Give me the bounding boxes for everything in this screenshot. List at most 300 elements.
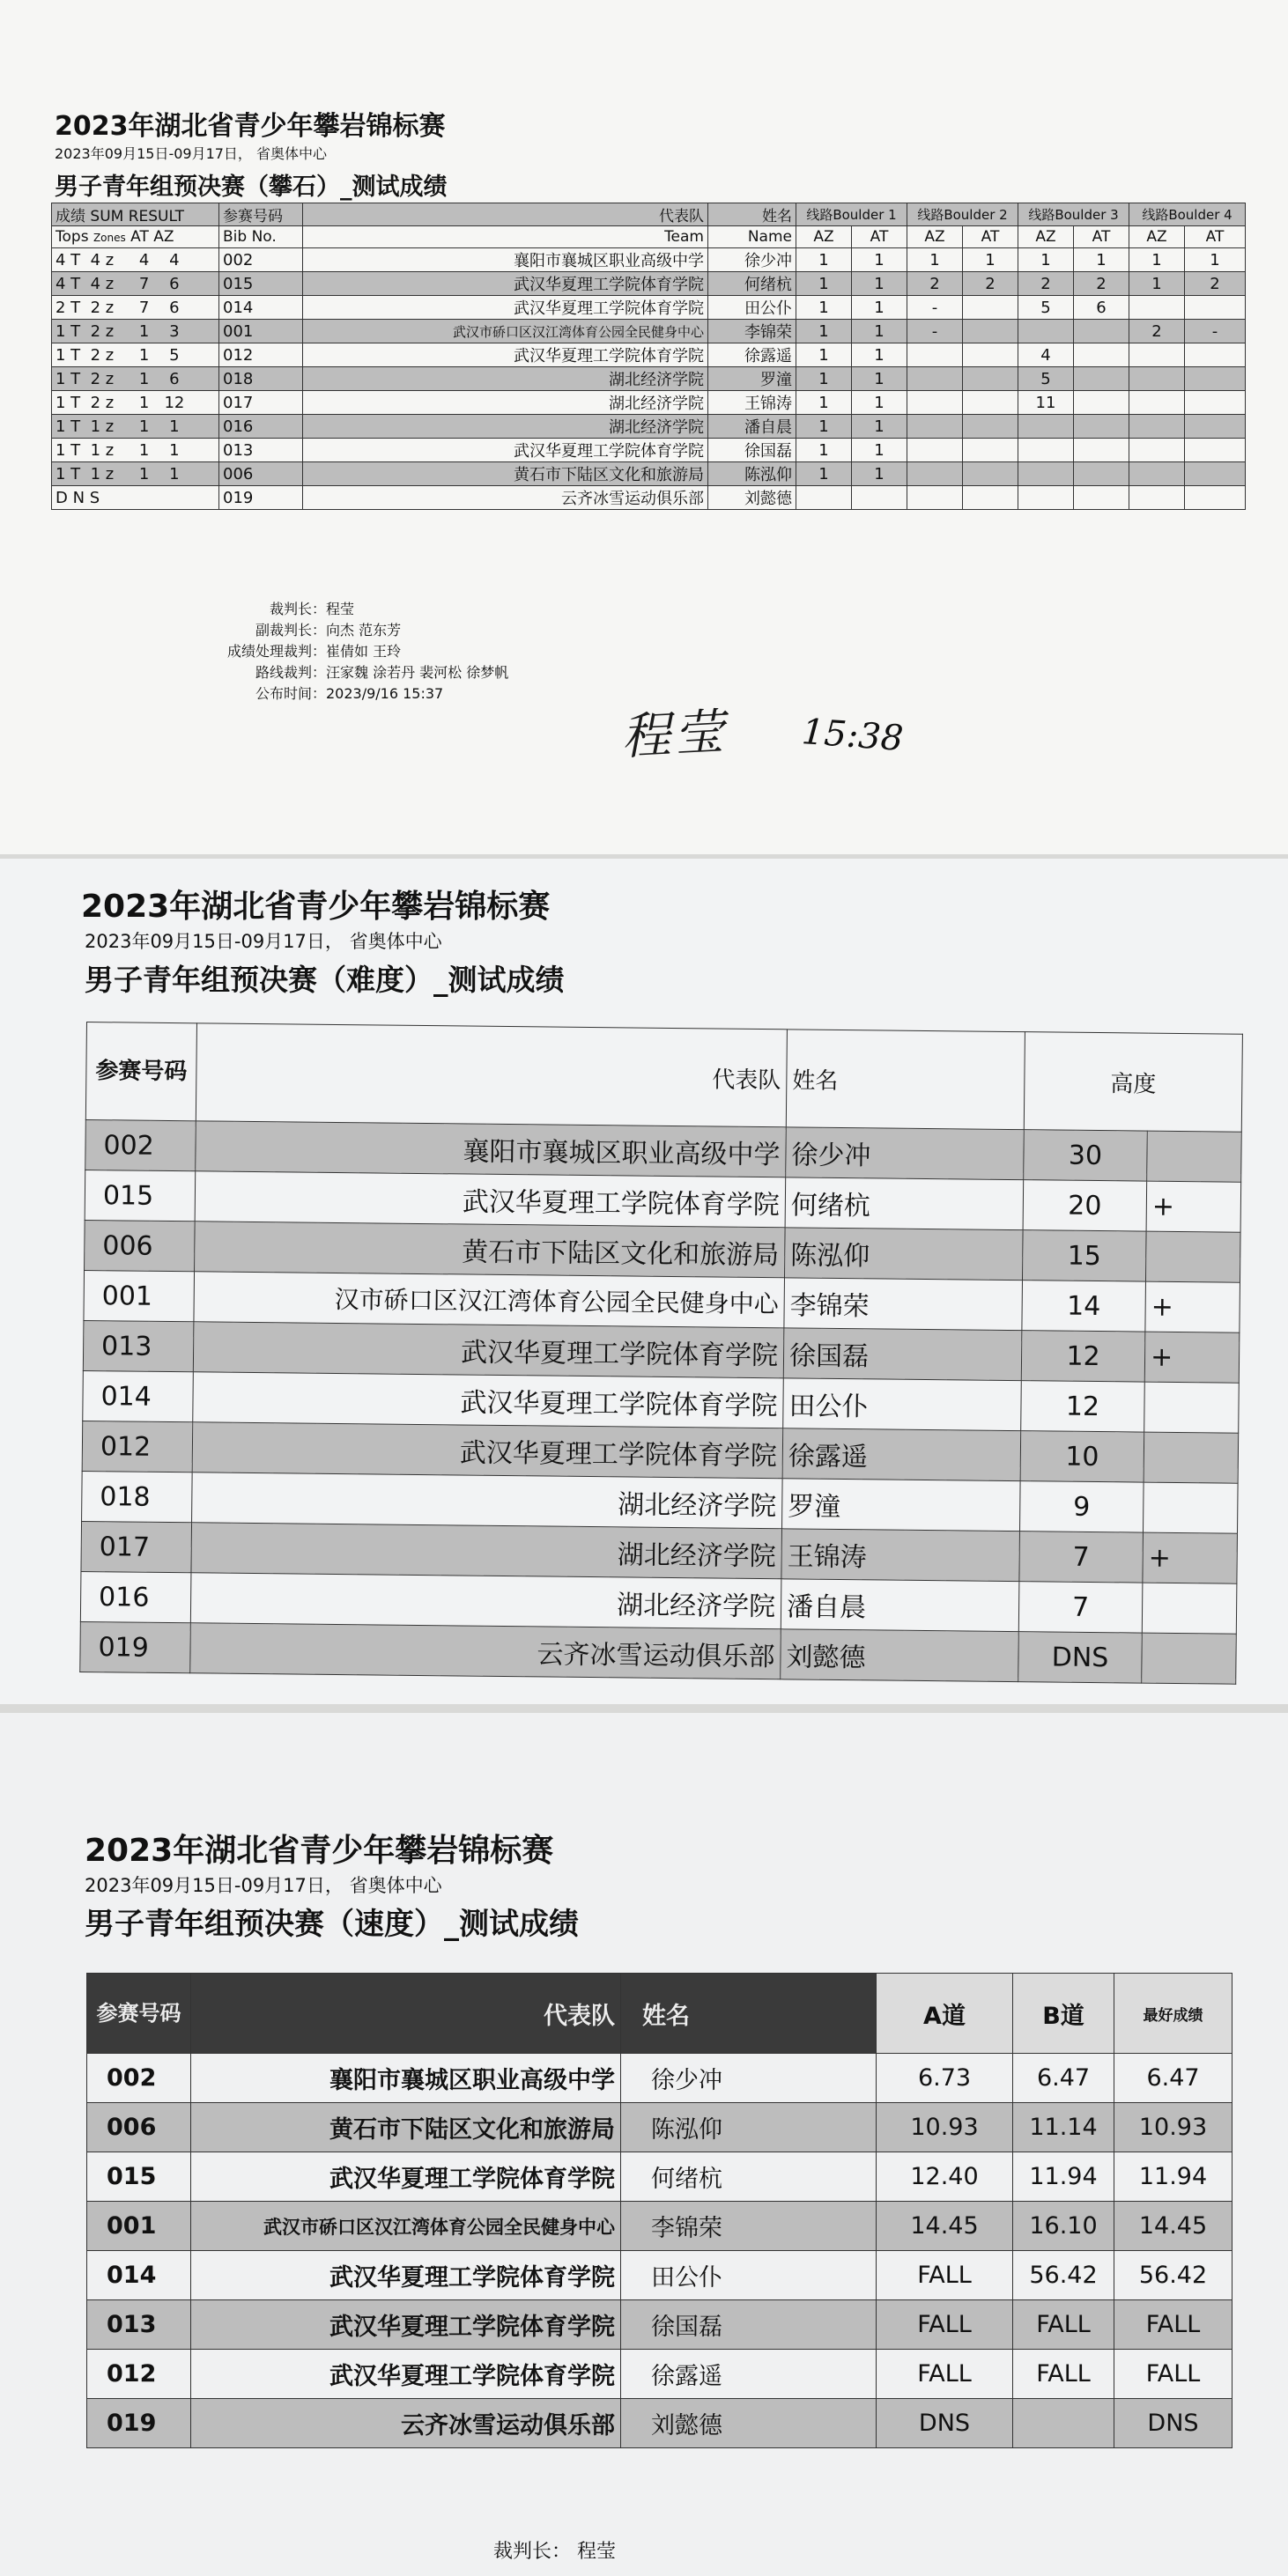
height-cell: DNS (1018, 1632, 1143, 1683)
boulder-score-cell: 1 (796, 415, 852, 439)
official-label: 路线裁判： (255, 664, 326, 681)
boulder-score-cell (796, 486, 852, 510)
table-row (87, 2251, 1232, 2300)
b4-az-header: AZ (1129, 226, 1185, 248)
official-row (123, 599, 508, 620)
a-lane-cell: FALL (877, 2251, 1013, 2300)
bib-cell: 013 (83, 1320, 194, 1371)
official-label: 副裁判长： (255, 622, 326, 638)
col-bib-header: 参赛号码 (85, 1022, 196, 1121)
boulder-score-cell (963, 462, 1018, 486)
team-cell: 武汉华夏理工学院体育学院 (192, 1422, 783, 1479)
bib-cell: 002 (87, 2054, 191, 2103)
tops-label: Tops (56, 228, 89, 246)
b2-az-header: AZ (907, 226, 963, 248)
table-row (87, 2202, 1232, 2251)
b-lane-cell: 11.94 (1013, 2152, 1114, 2202)
b-lane-cell: 16.10 (1013, 2202, 1114, 2251)
b3-az-header: AZ (1018, 226, 1074, 248)
boulder-score-cell: 1 (1074, 248, 1129, 272)
table-row (52, 296, 1246, 320)
sheet3-subtitle: 男子青年组预决赛（速度）_测试成绩 (85, 1907, 579, 1942)
team-cell: 汉市硚口区汉江湾体育公园全民健身中心 (194, 1272, 785, 1328)
team-cell: 湖北经济学院 (303, 415, 708, 439)
best-cell: FALL (1114, 2350, 1232, 2399)
boulder-score-cell (1018, 462, 1074, 486)
boulder-score-cell (1018, 439, 1074, 462)
boulder-score-cell: 1 (796, 248, 852, 272)
table-subheader-row (52, 226, 1246, 248)
boulder-score-cell (1185, 296, 1246, 320)
boulder-score-cell (1129, 343, 1185, 367)
boulder-score-cell (1185, 367, 1246, 391)
boulder-score-cell (1129, 439, 1185, 462)
plus-mark-cell (1144, 1382, 1240, 1433)
team-cell: 云齐冰雪运动俱乐部 (191, 2399, 621, 2448)
name-cell: 徐国磊 (783, 1328, 1022, 1381)
name-cell: 陈泓仰 (784, 1228, 1023, 1281)
table-row (87, 2399, 1232, 2448)
boulder-score-cell (963, 343, 1018, 367)
bib-cell: 002 (85, 1119, 196, 1170)
height-cell: 12 (1021, 1381, 1145, 1432)
table-row (52, 343, 1246, 367)
official-row (123, 620, 508, 641)
a-lane-cell: 14.45 (877, 2202, 1013, 2251)
name-cell: 潘自晨 (708, 415, 796, 439)
col-b-lane-header: B道 (1013, 1974, 1114, 2054)
boulder-score-cell (1074, 320, 1129, 343)
best-cell: 14.45 (1114, 2202, 1232, 2251)
boulder-score-cell: 2 (1018, 272, 1074, 296)
boulder-score-cell: 1 (852, 367, 907, 391)
b1-az-header: AZ (796, 226, 852, 248)
boulder-score-cell (1074, 343, 1129, 367)
name-cell: 罗潼 (782, 1479, 1021, 1532)
bib-cell: 017 (81, 1521, 192, 1572)
boulder-score-cell: 1 (796, 367, 852, 391)
boulder-score-cell (1185, 486, 1246, 510)
bib-cell: 019 (87, 2399, 191, 2448)
best-cell: FALL (1114, 2300, 1232, 2350)
boulder-score-cell (907, 486, 963, 510)
team-cell: 襄阳市襄城区职业高级中学 (191, 2054, 621, 2103)
team-cell: 黄石市下陆区文化和旅游局 (191, 2103, 621, 2152)
bib-cell: 017 (219, 391, 303, 415)
a-lane-cell: 12.40 (877, 2152, 1013, 2202)
name-cell: 徐露遥 (782, 1428, 1021, 1481)
name-cell: 潘自晨 (781, 1579, 1019, 1632)
boulder-score-cell (963, 415, 1018, 439)
table-row (87, 2054, 1232, 2103)
b4-at-header: AT (1185, 226, 1246, 248)
col-team-header: 代表队 (196, 1023, 787, 1127)
boulder-score-cell: 1 (852, 248, 907, 272)
sheet3-title: 2023年湖北省青少年攀岩锦标赛 (85, 1833, 554, 1869)
a-lane-cell: 10.93 (877, 2103, 1013, 2152)
table-row (52, 391, 1246, 415)
height-cell: 30 (1024, 1130, 1148, 1181)
team-cell: 云齐冰雪运动俱乐部 (303, 486, 708, 510)
sheet1-title: 2023年湖北省青少年攀岩锦标赛 (55, 111, 446, 142)
name-cell: 何绪杭 (621, 2152, 877, 2202)
bib-cell: 014 (219, 296, 303, 320)
best-cell: 56.42 (1114, 2251, 1232, 2300)
boulder-score-cell (963, 296, 1018, 320)
boulder-score-cell (963, 320, 1018, 343)
name-cell: 王锦涛 (781, 1529, 1020, 1582)
team-cell: 云齐冰雪运动俱乐部 (190, 1623, 781, 1679)
height-cell: 9 (1019, 1481, 1144, 1532)
bib-cell: 015 (85, 1170, 196, 1221)
boulder-score-cell: - (1185, 320, 1246, 343)
result-cell: 1 T 2 z 1 6 (52, 367, 219, 391)
name-cell: 王锦涛 (708, 391, 796, 415)
speed-table-body (87, 2054, 1232, 2448)
official-value: 崔倩如 王玲 (326, 643, 402, 660)
name-cell: 刘懿德 (781, 1629, 1019, 1682)
boulder-score-cell (1129, 462, 1185, 486)
team-cell: 武汉华夏理工学院体育学院 (191, 2350, 621, 2399)
table-row (87, 2103, 1232, 2152)
bib-cell: 015 (219, 272, 303, 296)
bib-cell: 018 (82, 1471, 193, 1522)
col-name-header: 姓名 (621, 1974, 877, 2054)
result-cell: 1 T 2 z 1 3 (52, 320, 219, 343)
boulder-score-cell (1074, 462, 1129, 486)
speed-footer: 裁判长： 程莹 (493, 2541, 616, 2563)
table-row (52, 439, 1246, 462)
a-lane-cell: FALL (877, 2350, 1013, 2399)
boulder-score-cell (963, 391, 1018, 415)
boulder-score-cell (907, 367, 963, 391)
result-cell: 2 T 2 z 7 6 (52, 296, 219, 320)
b-lane-cell: 11.14 (1013, 2103, 1114, 2152)
bib-cell: 014 (83, 1370, 194, 1421)
boulder-score-cell: 1 (852, 343, 907, 367)
team-cell: 湖北经济学院 (191, 1523, 782, 1579)
name-cell: 李锦荣 (784, 1278, 1023, 1331)
boulder-score-cell (1129, 415, 1185, 439)
team-cell: 湖北经济学院 (303, 367, 708, 391)
col-a-lane-header: A道 (877, 1974, 1013, 2054)
boulder-score-cell: 6 (1074, 296, 1129, 320)
boulder-score-cell: 5 (1018, 367, 1074, 391)
boulder-score-cell: 1 (852, 296, 907, 320)
boulder-score-cell: - (907, 296, 963, 320)
boulder-score-cell: 1 (1185, 248, 1246, 272)
name-cell: 陈泓仰 (621, 2103, 877, 2152)
sheet2-date-venue: 2023年09月15日-09月17日， 省奥体中心 (85, 931, 442, 952)
boulder-score-cell (963, 486, 1018, 510)
team-cell: 黄石市下陆区文化和旅游局 (195, 1222, 786, 1278)
boulder-score-cell: 2 (963, 272, 1018, 296)
bib-cell: 001 (219, 320, 303, 343)
official-value: 汪家魏 涂若丹 裴河松 徐梦帆 (326, 664, 509, 681)
official-row (123, 662, 508, 683)
table-row (87, 2152, 1232, 2202)
bib-cell: 019 (80, 1621, 191, 1672)
bib-cell: 012 (219, 343, 303, 367)
col-boulder3-header: 线路Boulder 3 (1018, 203, 1129, 226)
boulder-score-cell (852, 486, 907, 510)
boulder-score-cell: 1 (963, 248, 1018, 272)
boulder-score-cell: 2 (1129, 320, 1185, 343)
height-cell: 7 (1018, 1582, 1143, 1633)
height-cell: 7 (1019, 1532, 1144, 1583)
lead-table-body (80, 1119, 1242, 1684)
name-cell: 田公仆 (783, 1378, 1022, 1431)
name-cell: 徐少冲 (786, 1127, 1025, 1180)
name-cell: 徐露遥 (708, 343, 796, 367)
boulder-score-cell (1129, 391, 1185, 415)
boulder-results-table (51, 203, 1246, 510)
table-header-row (87, 1974, 1232, 2054)
official-row (123, 641, 508, 662)
bib-cell: 018 (219, 367, 303, 391)
bib-cell: 012 (87, 2350, 191, 2399)
sheet2-title: 2023年湖北省青少年攀岩锦标赛 (81, 889, 551, 925)
boulder-score-cell: 1 (852, 320, 907, 343)
best-cell: 11.94 (1114, 2152, 1232, 2202)
name-cell: 何绪杭 (708, 272, 796, 296)
boulder-score-cell: 1 (796, 272, 852, 296)
col-bib-header: 参赛号码 (87, 1974, 191, 2054)
bib-cell: 002 (219, 248, 303, 272)
boulder-score-cell: 1 (852, 391, 907, 415)
b3-at-header: AT (1074, 226, 1129, 248)
result-cell: 4 T 4 z 4 4 (52, 248, 219, 272)
result-cell: 4 T 4 z 7 6 (52, 272, 219, 296)
team-cell: 湖北经济学院 (303, 391, 708, 415)
official-label: 公布时间： (255, 685, 326, 702)
plus-mark-cell (1143, 1482, 1238, 1533)
plus-mark-cell: + (1143, 1532, 1238, 1583)
boulder-score-cell: 1 (852, 439, 907, 462)
at-label: AT (130, 228, 149, 246)
boulder-score-cell (963, 367, 1018, 391)
boulder-score-cell (1074, 415, 1129, 439)
name-cell: 田公仆 (621, 2251, 877, 2300)
col-team-header: 代表队 (303, 203, 708, 226)
boulder-score-cell: 2 (1185, 272, 1246, 296)
table-row (87, 2300, 1232, 2350)
boulder-score-cell: 1 (796, 439, 852, 462)
boulder-score-cell (907, 343, 963, 367)
col-name-subheader: Name (708, 226, 796, 248)
speed-results-table (86, 1973, 1232, 2448)
boulder-score-cell (907, 391, 963, 415)
boulder-score-cell (907, 439, 963, 462)
table-row (52, 415, 1246, 439)
name-cell: 徐国磊 (621, 2300, 877, 2350)
team-cell: 黄石市下陆区文化和旅游局 (303, 462, 708, 486)
table-row (52, 248, 1246, 272)
boulder-score-cell (1185, 462, 1246, 486)
team-cell: 武汉华夏理工学院体育学院 (303, 343, 708, 367)
bib-cell: 014 (87, 2251, 191, 2300)
result-cell: 1 T 1 z 1 1 (52, 415, 219, 439)
az-label: AZ (153, 228, 174, 246)
officials-block (123, 599, 508, 705)
col-best-header: 最好成绩 (1114, 1974, 1232, 2054)
team-cell: 武汉华夏理工学院体育学院 (303, 296, 708, 320)
col-name-header: 姓名 (708, 203, 796, 226)
bib-cell: 006 (219, 462, 303, 486)
height-cell: 20 (1023, 1180, 1147, 1231)
boulder-score-cell: 1 (1129, 272, 1185, 296)
plus-mark-cell (1145, 1231, 1240, 1282)
lead-results-sheet (0, 859, 1288, 1704)
best-cell: 6.47 (1114, 2054, 1232, 2103)
boulder-score-cell: 1 (796, 391, 852, 415)
name-cell: 徐国磊 (708, 439, 796, 462)
speed-results-sheet (0, 1713, 1288, 2576)
sheet1-subtitle: 男子青年组预决赛（攀石）_测试成绩 (55, 173, 448, 201)
team-cell: 武汉市硚口区汉江湾体育公园全民健身中心 (191, 2202, 621, 2251)
name-cell: 徐少冲 (708, 248, 796, 272)
boulder-score-cell (1074, 486, 1129, 510)
table-header-row (85, 1022, 1242, 1133)
bib-cell: 001 (84, 1270, 195, 1321)
team-cell: 武汉华夏理工学院体育学院 (195, 1171, 786, 1228)
boulder-score-cell (963, 439, 1018, 462)
team-cell: 武汉华夏理工学院体育学院 (191, 2152, 621, 2202)
boulder-score-cell (1018, 415, 1074, 439)
official-label: 成绩处理裁判： (226, 643, 326, 660)
plus-mark-cell: + (1146, 1181, 1241, 1232)
b1-at-header: AT (852, 226, 907, 248)
result-cell: 1 T 1 z 1 1 (52, 439, 219, 462)
col-boulder2-header: 线路Boulder 2 (907, 203, 1018, 226)
bib-cell: 006 (87, 2103, 191, 2152)
boulder-score-cell: 2 (1074, 272, 1129, 296)
plus-mark-cell: + (1144, 1332, 1240, 1383)
lead-results-table (79, 1022, 1243, 1685)
b-lane-cell: FALL (1013, 2300, 1114, 2350)
name-cell: 李锦荣 (708, 320, 796, 343)
table-row (52, 320, 1246, 343)
bib-cell: 001 (87, 2202, 191, 2251)
col-bib-header: 参赛号码 (219, 203, 303, 226)
table-row (52, 272, 1246, 296)
name-cell: 田公仆 (708, 296, 796, 320)
boulder-score-cell (1185, 439, 1246, 462)
boulder-score-cell (1129, 367, 1185, 391)
b2-at-header: AT (963, 226, 1018, 248)
zones-label: Zones (93, 232, 126, 244)
col-team-header: 代表队 (191, 1974, 621, 2054)
official-value: 向杰 范东芳 (326, 622, 402, 638)
height-cell: 14 (1022, 1281, 1146, 1332)
result-cell: 1 T 2 z 1 12 (52, 391, 219, 415)
bib-cell: 016 (80, 1571, 191, 1622)
boulder-score-cell: 1 (1129, 248, 1185, 272)
boulder-score-cell: 11 (1018, 391, 1074, 415)
boulder-score-cell: 1 (852, 462, 907, 486)
boulder-score-cell: 1 (796, 320, 852, 343)
boulder-score-cell (907, 462, 963, 486)
bib-cell: 016 (219, 415, 303, 439)
result-cell: 1 T 2 z 1 5 (52, 343, 219, 367)
table-row (52, 486, 1246, 510)
boulder-score-cell: 2 (907, 272, 963, 296)
best-cell: 10.93 (1114, 2103, 1232, 2152)
official-value: 程莹 (326, 601, 355, 617)
sheet1-date-venue: 2023年09月15日-09月17日， 省奥体中心 (55, 145, 328, 162)
boulder-score-cell (1018, 320, 1074, 343)
boulder-results-sheet (0, 0, 1288, 854)
name-cell: 徐少冲 (621, 2054, 877, 2103)
bib-cell: 013 (219, 439, 303, 462)
result-cell: D N S (52, 486, 219, 510)
boulder-score-cell: 1 (1018, 248, 1074, 272)
col-boulder1-header: 线路Boulder 1 (796, 203, 907, 226)
team-cell: 武汉华夏理工学院体育学院 (303, 272, 708, 296)
boulder-score-cell (1074, 367, 1129, 391)
name-cell: 陈泓仰 (708, 462, 796, 486)
sheet3-date-venue: 2023年09月15日-09月17日， 省奥体中心 (85, 1875, 442, 1896)
boulder-score-cell (1185, 415, 1246, 439)
b-lane-cell (1013, 2399, 1114, 2448)
col-result-header: 成绩 SUM RESULT (52, 203, 219, 226)
name-cell: 何绪杭 (785, 1177, 1024, 1230)
name-cell: 李锦荣 (621, 2202, 877, 2251)
col-bib-subheader: Bib No. (219, 226, 303, 248)
boulder-score-cell (1074, 439, 1129, 462)
best-cell: DNS (1114, 2399, 1232, 2448)
boulder-score-cell: 5 (1018, 296, 1074, 320)
team-cell: 襄阳市襄城区职业高级中学 (303, 248, 708, 272)
col-team-subheader: Team (303, 226, 708, 248)
official-value: 2023/9/16 15:37 (326, 685, 444, 702)
table-row (52, 462, 1246, 486)
boulder-score-cell (1129, 296, 1185, 320)
team-cell: 湖北经济学院 (190, 1573, 781, 1629)
boulder-score-cell: 1 (796, 462, 852, 486)
boulder-table-body (52, 248, 1246, 510)
boulder-score-cell: 4 (1018, 343, 1074, 367)
boulder-score-cell (1129, 486, 1185, 510)
col-result-subheader (52, 226, 219, 248)
boulder-score-cell (1185, 391, 1246, 415)
bib-cell: 012 (82, 1421, 193, 1472)
team-cell: 武汉华夏理工学院体育学院 (191, 2251, 621, 2300)
b-lane-cell: FALL (1013, 2350, 1114, 2399)
team-cell: 武汉华夏理工学院体育学院 (193, 1322, 784, 1378)
bib-cell: 013 (87, 2300, 191, 2350)
name-cell: 徐露遥 (621, 2350, 877, 2399)
boulder-score-cell: 1 (796, 296, 852, 320)
a-lane-cell: DNS (877, 2399, 1013, 2448)
result-cell: 1 T 1 z 1 1 (52, 462, 219, 486)
bib-cell: 015 (87, 2152, 191, 2202)
table-row (52, 367, 1246, 391)
table-header-row (52, 203, 1246, 226)
plus-mark-cell (1147, 1131, 1242, 1182)
team-cell: 武汉市硚口区汉江湾体育公园全民健身中心 (303, 320, 708, 343)
official-row (123, 683, 508, 705)
official-label: 裁判长： (269, 601, 326, 617)
bib-cell: 019 (219, 486, 303, 510)
boulder-score-cell: 1 (907, 248, 963, 272)
referee-signature: 程莹 (619, 703, 729, 767)
team-cell: 湖北经济学院 (192, 1473, 783, 1529)
plus-mark-cell: + (1145, 1281, 1240, 1332)
boulder-score-cell: 1 (852, 415, 907, 439)
name-cell: 刘懿德 (621, 2399, 877, 2448)
plus-mark-cell (1142, 1583, 1237, 1634)
